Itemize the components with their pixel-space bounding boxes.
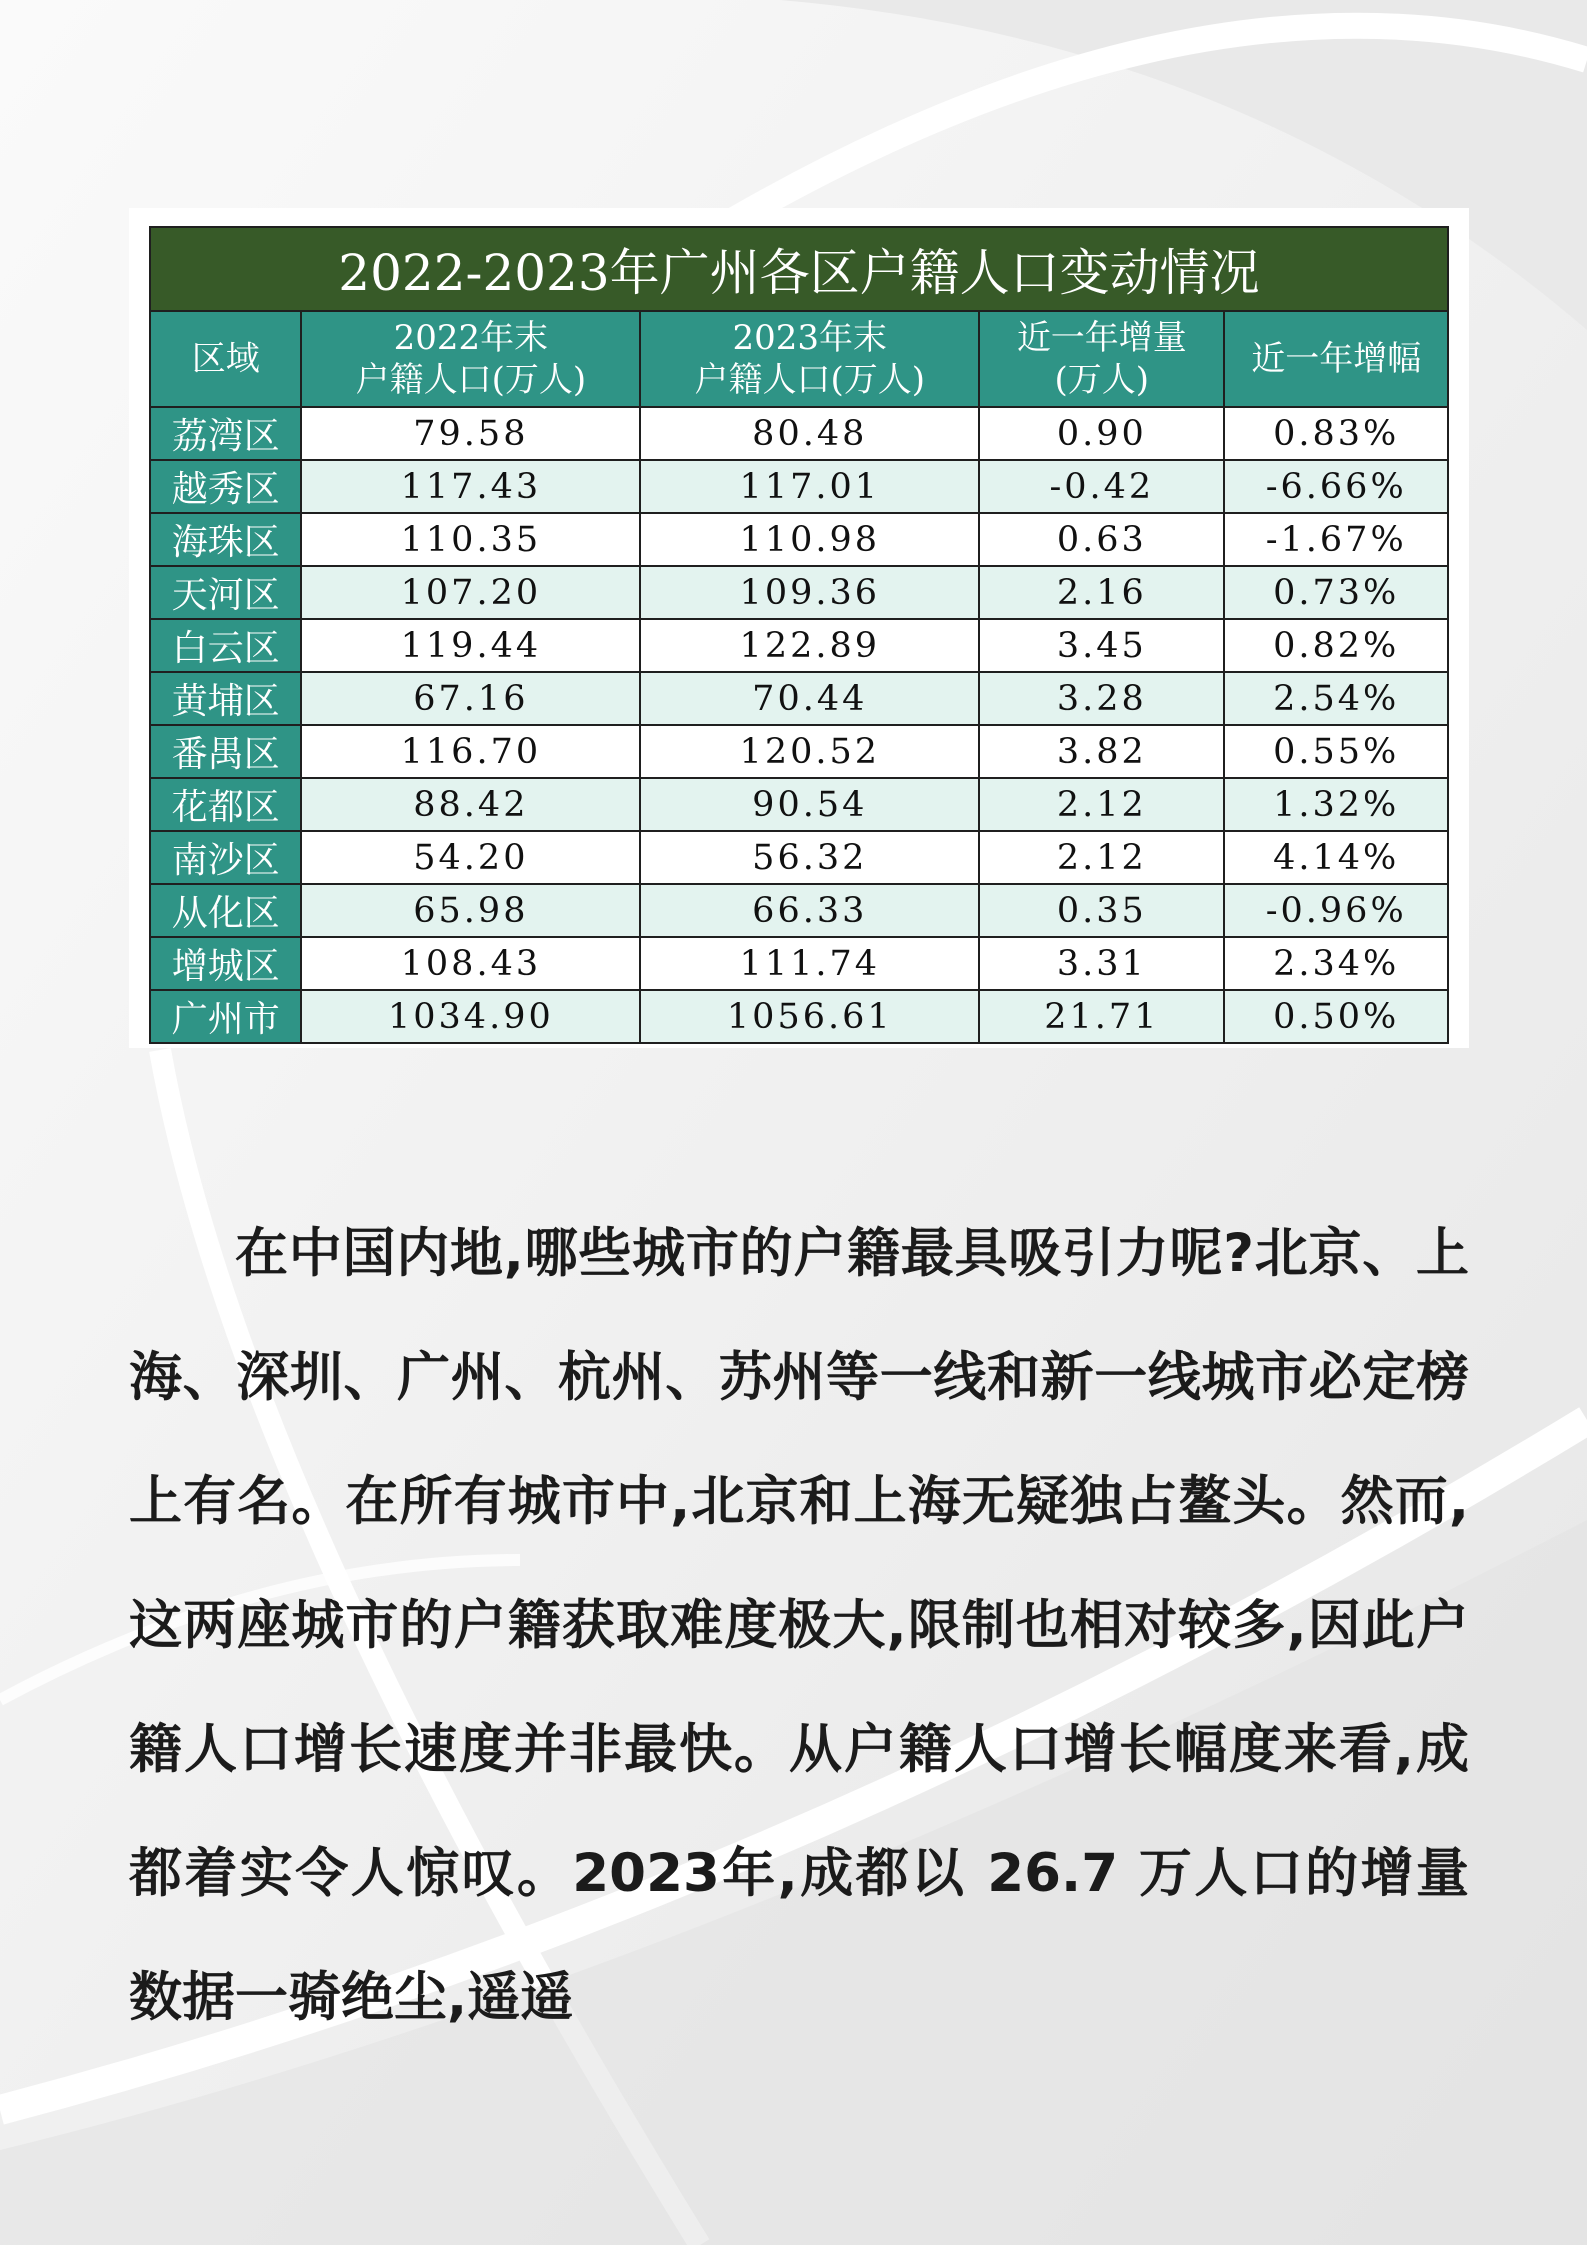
table-row xyxy=(150,778,1448,831)
val-2023: 111.74 xyxy=(640,937,979,990)
val-2022: 116.70 xyxy=(301,725,640,778)
val-2023: 117.01 xyxy=(640,460,979,513)
region-cell: 黄埔区 xyxy=(150,672,301,725)
article-paragraph: 在中国内地,哪些城市的户籍最具吸引力呢?北京、上海、深圳、广州、杭州、苏州等一线和新一线城市必定榜上有名。在所有城市中,北京和上海无疑独占鳌头。然而,这两座城市的户籍获取难度极大,限制也相对较多,因此户籍人口增长速度并非最快。从户籍人口增长幅度来看,成都着实令人惊叹。2023年,成都以 26.7 万人口的增量数据一骑绝尘,遥遥 xyxy=(129,1223,1469,2028)
val-increase: 0.63 xyxy=(979,513,1224,566)
region-cell: 越秀区 xyxy=(150,460,301,513)
val-growth: 0.82% xyxy=(1224,619,1448,672)
population-table xyxy=(149,226,1449,1044)
region-cell: 从化区 xyxy=(150,884,301,937)
val-increase: 0.35 xyxy=(979,884,1224,937)
table-row xyxy=(150,725,1448,778)
val-2022: 54.20 xyxy=(301,831,640,884)
table-image xyxy=(129,208,1469,1048)
header-2022: 2022年末 户籍人口(万人) xyxy=(301,311,640,407)
val-2022: 1034.90 xyxy=(301,990,640,1043)
val-2023: 120.52 xyxy=(640,725,979,778)
val-growth: -0.96% xyxy=(1224,884,1448,937)
table-row xyxy=(150,884,1448,937)
region-cell: 花都区 xyxy=(150,778,301,831)
table-row xyxy=(150,407,1448,460)
val-2022: 110.35 xyxy=(301,513,640,566)
val-growth: 0.83% xyxy=(1224,407,1448,460)
region-cell: 白云区 xyxy=(150,619,301,672)
val-2023: 1056.61 xyxy=(640,990,979,1043)
val-2023: 109.36 xyxy=(640,566,979,619)
val-growth: -6.66% xyxy=(1224,460,1448,513)
val-increase: 2.12 xyxy=(979,831,1224,884)
val-increase: 3.28 xyxy=(979,672,1224,725)
table-header-row xyxy=(150,311,1448,407)
val-2022: 119.44 xyxy=(301,619,640,672)
region-cell: 海珠区 xyxy=(150,513,301,566)
val-2023: 70.44 xyxy=(640,672,979,725)
val-increase: 2.16 xyxy=(979,566,1224,619)
region-cell: 广州市 xyxy=(150,990,301,1043)
table-row xyxy=(150,937,1448,990)
val-2022: 108.43 xyxy=(301,937,640,990)
header-increase: 近一年增量 (万人) xyxy=(979,311,1224,407)
val-growth: 4.14% xyxy=(1224,831,1448,884)
region-cell: 天河区 xyxy=(150,566,301,619)
header-region: 区域 xyxy=(150,311,301,407)
val-2023: 90.54 xyxy=(640,778,979,831)
val-growth: 2.54% xyxy=(1224,672,1448,725)
table-row xyxy=(150,831,1448,884)
table-row xyxy=(150,619,1448,672)
val-2022: 88.42 xyxy=(301,778,640,831)
val-growth: 0.73% xyxy=(1224,566,1448,619)
table-row xyxy=(150,513,1448,566)
val-increase: 3.31 xyxy=(979,937,1224,990)
val-growth: 0.50% xyxy=(1224,990,1448,1043)
val-2022: 79.58 xyxy=(301,407,640,460)
val-2022: 67.16 xyxy=(301,672,640,725)
val-2023: 110.98 xyxy=(640,513,979,566)
val-2023: 80.48 xyxy=(640,407,979,460)
val-increase: 3.45 xyxy=(979,619,1224,672)
region-cell: 荔湾区 xyxy=(150,407,301,460)
header-growth-rate: 近一年增幅 xyxy=(1224,311,1448,407)
table-title: 2022-2023年广州各区户籍人口变动情况 xyxy=(150,227,1448,311)
val-increase: 21.71 xyxy=(979,990,1224,1043)
val-growth: -1.67% xyxy=(1224,513,1448,566)
val-2022: 117.43 xyxy=(301,460,640,513)
table-row xyxy=(150,566,1448,619)
header-2023: 2023年末 户籍人口(万人) xyxy=(640,311,979,407)
region-cell: 番禺区 xyxy=(150,725,301,778)
val-2023: 56.32 xyxy=(640,831,979,884)
val-2022: 65.98 xyxy=(301,884,640,937)
val-2023: 66.33 xyxy=(640,884,979,937)
val-growth: 2.34% xyxy=(1224,937,1448,990)
val-growth: 0.55% xyxy=(1224,725,1448,778)
val-increase: 2.12 xyxy=(979,778,1224,831)
region-cell: 南沙区 xyxy=(150,831,301,884)
val-2022: 107.20 xyxy=(301,566,640,619)
val-increase: -0.42 xyxy=(979,460,1224,513)
val-growth: 1.32% xyxy=(1224,778,1448,831)
val-increase: 3.82 xyxy=(979,725,1224,778)
table-row xyxy=(150,990,1448,1043)
table-row xyxy=(150,460,1448,513)
table-row xyxy=(150,672,1448,725)
val-increase: 0.90 xyxy=(979,407,1224,460)
region-cell: 增城区 xyxy=(150,937,301,990)
val-2023: 122.89 xyxy=(640,619,979,672)
